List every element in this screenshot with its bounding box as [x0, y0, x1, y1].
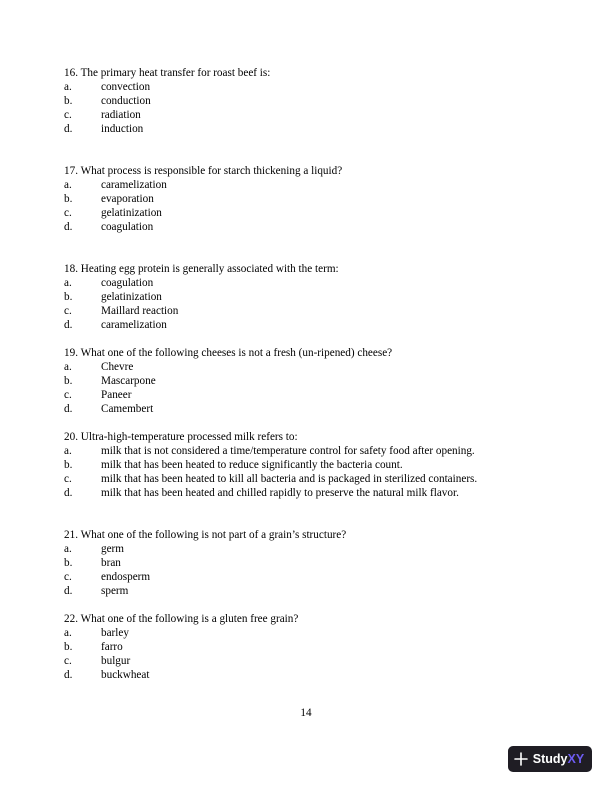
- option-letter: d.: [64, 585, 73, 597]
- question-text: 19. What one of the following cheeses is not a fresh (un-ripened) cheese?: [64, 347, 393, 359]
- question-text: 18. Heating egg protein is generally associated with the term:: [64, 263, 339, 275]
- option-text: germ: [101, 543, 124, 555]
- option-letter: c.: [64, 305, 72, 317]
- answer-option: [64, 360, 544, 374]
- option-letter: c.: [64, 655, 72, 667]
- option-letter: d.: [64, 221, 73, 233]
- option-letter: a.: [64, 277, 72, 289]
- option-text: milk that is not considered a time/temperature control for safety food after opening.: [101, 445, 475, 457]
- option-letter: d.: [64, 669, 73, 681]
- answer-option: [64, 556, 544, 570]
- plus-icon: [514, 752, 528, 766]
- option-letter: b.: [64, 95, 73, 107]
- answer-option: [64, 388, 544, 402]
- answer-option: [64, 80, 544, 94]
- option-letter: b.: [64, 375, 73, 387]
- answer-option: [64, 206, 544, 220]
- option-letter: b.: [64, 557, 73, 569]
- option-text: Maillard reaction: [101, 305, 179, 317]
- option-letter: d.: [64, 319, 73, 331]
- option-text: gelatinization: [101, 291, 162, 303]
- option-text: caramelization: [101, 179, 167, 191]
- studyxy-badge[interactable]: [508, 746, 592, 772]
- answer-option: [64, 318, 544, 332]
- option-letter: c.: [64, 389, 72, 401]
- option-text: bran: [101, 557, 121, 569]
- option-text: radiation: [101, 109, 141, 121]
- option-text: milk that has been heated to reduce significantly the bacteria count.: [101, 459, 403, 471]
- option-letter: a.: [64, 179, 72, 191]
- option-letter: b.: [64, 291, 73, 303]
- answer-option: [64, 458, 544, 472]
- answer-option: [64, 178, 544, 192]
- answer-option: [64, 570, 544, 584]
- option-text: convection: [101, 81, 151, 93]
- option-letter: a.: [64, 361, 72, 373]
- option-letter: d.: [64, 403, 73, 415]
- option-text: coagulation: [101, 221, 154, 233]
- answer-option: [64, 668, 544, 682]
- option-letter: c.: [64, 571, 72, 583]
- option-text: sperm: [101, 585, 129, 597]
- brand-accent: XY: [567, 752, 585, 766]
- answer-option: [64, 374, 544, 388]
- option-text: Paneer: [101, 389, 132, 401]
- option-text: buckwheat: [101, 669, 150, 681]
- option-text: farro: [101, 641, 123, 653]
- question-text: 20. Ultra-high-temperature processed milk refers to:: [64, 431, 298, 443]
- option-text: induction: [101, 123, 144, 135]
- option-text: caramelization: [101, 319, 167, 331]
- answer-option: [64, 402, 544, 416]
- option-letter: b.: [64, 459, 73, 471]
- option-letter: b.: [64, 641, 73, 653]
- option-letter: a.: [64, 81, 72, 93]
- option-text: endosperm: [101, 571, 151, 583]
- question-text: 17. What process is responsible for starch thickening a liquid?: [64, 165, 343, 177]
- option-letter: d.: [64, 123, 73, 135]
- question-17: [64, 164, 544, 234]
- option-text: bulgur: [101, 655, 131, 667]
- answer-option: [64, 276, 544, 290]
- option-text: milk that has been heated to kill all bacteria and is packaged in sterilized containers.: [101, 473, 478, 485]
- option-text: Mascarpone: [101, 375, 156, 387]
- answer-option: [64, 290, 544, 304]
- option-text: evaporation: [101, 193, 154, 205]
- question-text: 22. What one of the following is a gluten free grain?: [64, 613, 299, 625]
- option-letter: d.: [64, 487, 73, 499]
- option-text: conduction: [101, 95, 151, 107]
- page-number: 14: [300, 707, 312, 719]
- question-text: 16. The primary heat transfer for roast beef is:: [64, 67, 271, 79]
- answer-option: [64, 220, 544, 234]
- question-18: [64, 262, 544, 332]
- question-22: [64, 612, 544, 682]
- option-letter: c.: [64, 473, 72, 485]
- option-letter: a.: [64, 627, 72, 639]
- answer-option: [64, 640, 544, 654]
- option-text: Camembert: [101, 403, 154, 415]
- answer-option: [64, 122, 544, 136]
- answer-option: [64, 654, 544, 668]
- question-21: [64, 528, 544, 598]
- answer-option: [64, 304, 544, 318]
- option-text: gelatinization: [101, 207, 162, 219]
- option-text: coagulation: [101, 277, 154, 289]
- option-text: barley: [101, 627, 129, 639]
- option-letter: b.: [64, 193, 73, 205]
- answer-option: [64, 542, 544, 556]
- option-text: milk that has been heated and chilled rapidly to preserve the natural milk flavor.: [101, 487, 459, 499]
- brand-name: Study: [532, 752, 568, 766]
- answer-option: [64, 192, 544, 206]
- answer-option: [64, 444, 544, 458]
- answer-option: [64, 108, 544, 122]
- answer-option: [64, 584, 544, 598]
- option-letter: c.: [64, 109, 72, 121]
- answer-option: [64, 626, 544, 640]
- option-letter: a.: [64, 445, 72, 457]
- answer-option: [64, 472, 544, 486]
- answer-option: [64, 94, 544, 108]
- option-letter: c.: [64, 207, 72, 219]
- option-text: Chevre: [101, 361, 134, 373]
- question-20: [64, 430, 544, 500]
- question-19: [64, 346, 544, 416]
- question-text: 21. What one of the following is not part of a grain’s structure?: [64, 529, 347, 541]
- question-16: [64, 66, 544, 136]
- answer-option: [64, 486, 544, 500]
- option-letter: a.: [64, 543, 72, 555]
